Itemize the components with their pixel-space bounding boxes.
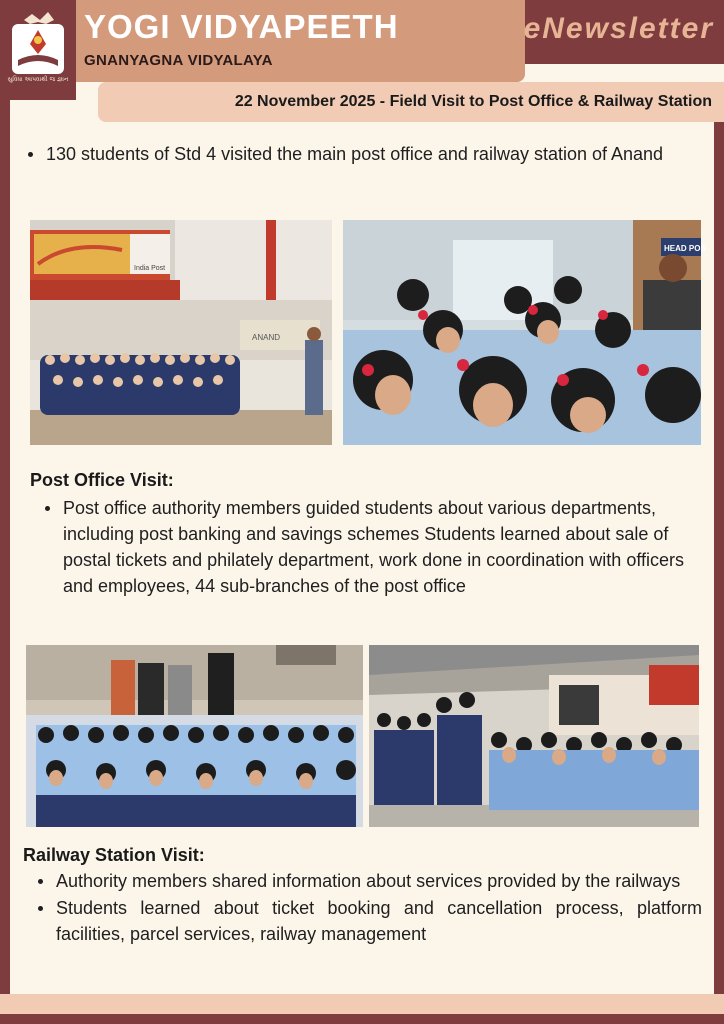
post-office-list	[45, 495, 711, 599]
photo-railway-hall-group	[26, 645, 363, 827]
left-border	[0, 100, 10, 995]
logo-panel	[0, 0, 76, 100]
logo-caption: સુવિધા આપવાથી જ જ્ઞાન	[7, 76, 69, 83]
railway-list	[38, 868, 702, 947]
footer-band	[0, 994, 724, 1024]
intro-item: 130 students of Std 4 visited the main post office and railway station of Anand	[28, 141, 692, 167]
photo-post-office-inside	[343, 220, 706, 445]
school-logo-icon	[10, 10, 66, 80]
date-title-bar	[98, 82, 724, 122]
photo-post-office-group	[30, 220, 332, 445]
railway-section-title: Railway Station Visit:	[23, 845, 205, 865]
title-plate	[76, 0, 525, 82]
photo-sign-india-post: India Post	[134, 265, 166, 272]
date-title: 22 November 2025 - Field Visit to Post Office & Railway Station	[234, 93, 712, 110]
photo-sign-anand: ANAND	[252, 333, 281, 342]
newsletter-label: eNewsletter	[523, 12, 714, 45]
railway-item: Authority members shared information about services provided by the railways	[38, 868, 702, 894]
school-name: YOGI VIDYAPEETH	[84, 8, 399, 45]
railway-item: Students learned about ticket booking and cancellation process, platform facilities, parcel services, railway management	[38, 895, 702, 947]
intro-list	[28, 141, 692, 167]
post-office-item: Post office authority members guided students about various departments, including post banking and savings schemes Students learned about sale of postal tickets and philately department, work done in coordination with officers and employees, 44 sub-branches of the post office	[45, 495, 711, 599]
photo-railway-platform-group	[369, 645, 699, 827]
right-border	[714, 122, 724, 995]
photo-sign-head-post: HEAD POS	[664, 244, 706, 253]
post-office-section-title: Post Office Visit:	[30, 470, 174, 490]
school-subtitle: GNANYAGNA VIDYALAYA	[84, 52, 273, 69]
